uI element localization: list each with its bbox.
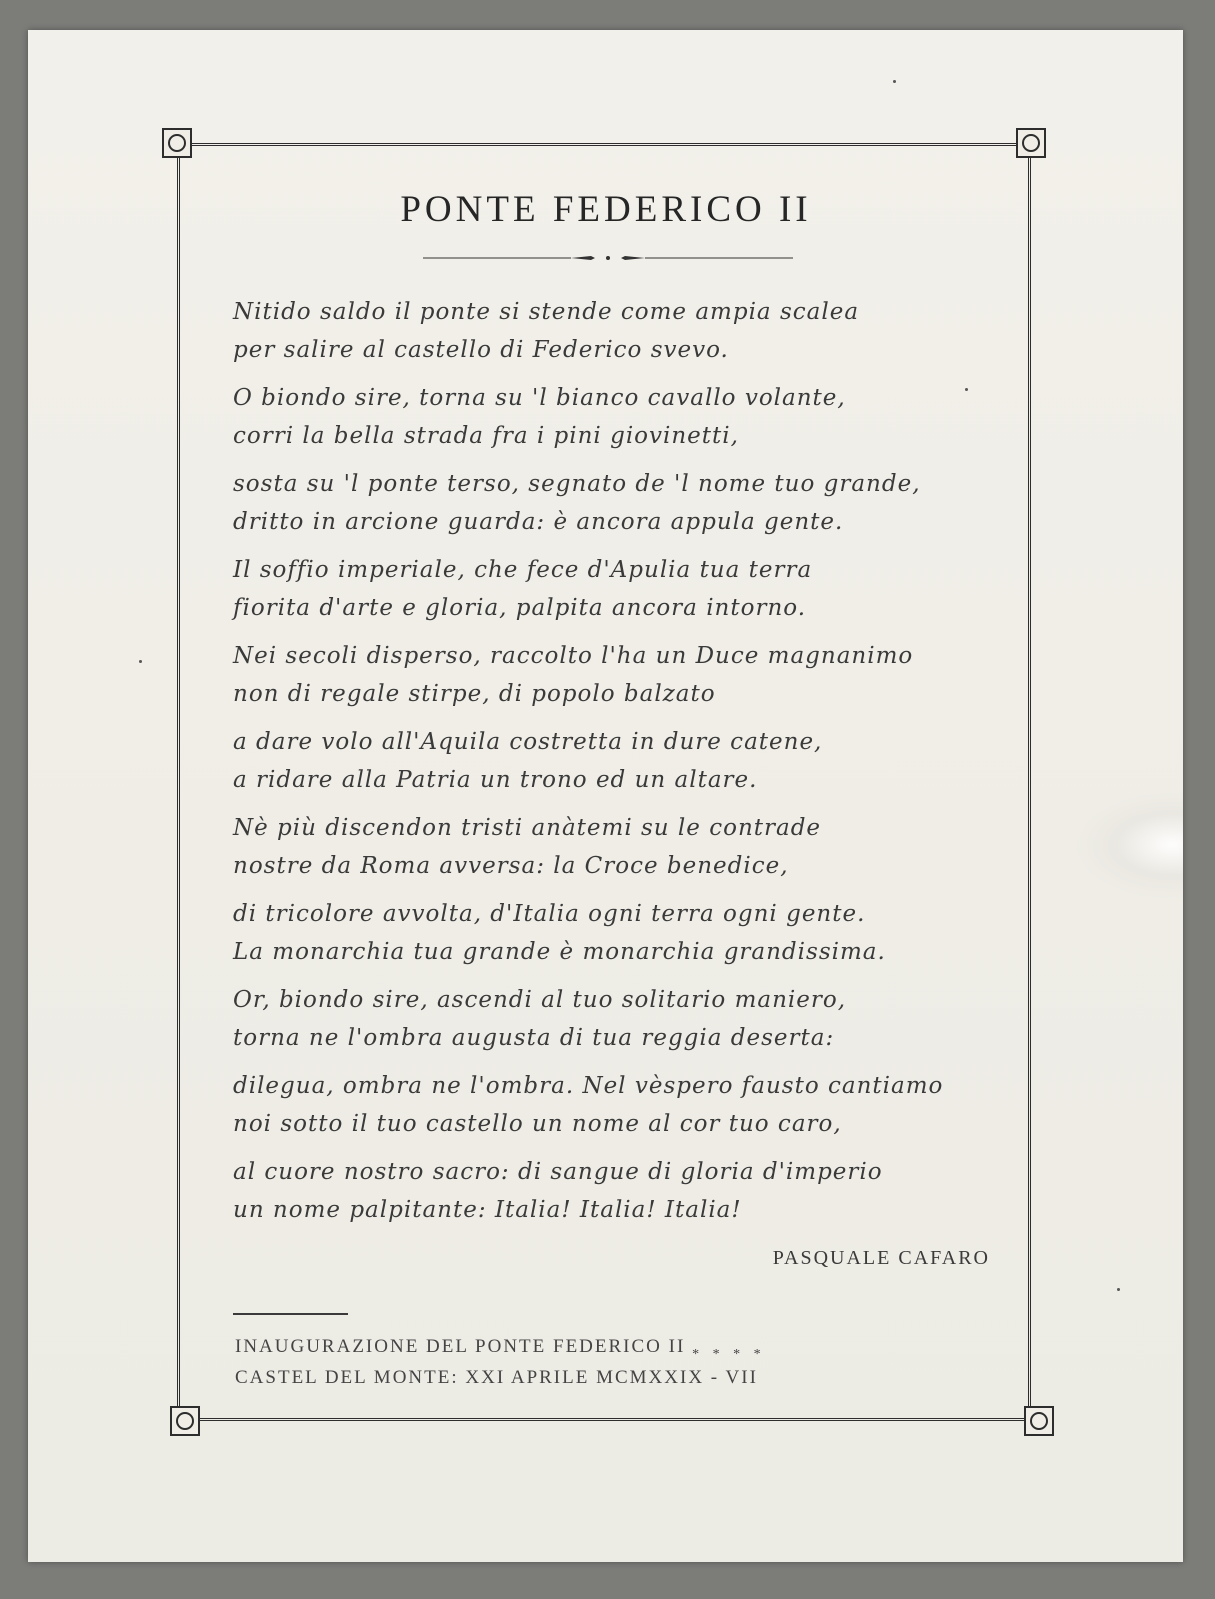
poem-stanza (233, 809, 1003, 885)
poem-line: dilegua, ombra ne l'ombra. Nel vèspero fausto cantiamo (233, 1073, 944, 1099)
poem-line: O biondo sire, torna su 'l bianco cavallo volante, (233, 385, 846, 411)
poem-line: Nitido saldo il ponte si stende come ampia scalea (233, 299, 860, 325)
paper-speck (1117, 1288, 1120, 1291)
poem-stanza (233, 551, 1003, 627)
poem-line: torna ne l'ombra augusta di tua reggia deserta: (233, 1025, 835, 1051)
corner-ornament-bottom-left (170, 1406, 200, 1436)
poem-line: dritto in arcione guarda: è ancora appula gente. (233, 509, 844, 535)
poem-line: al cuore nostro sacro: di sangue di gloria d'imperio (233, 1159, 883, 1185)
poem-stanza (233, 293, 1003, 369)
footer-inscription (235, 1331, 766, 1393)
poem-line: di tricolore avvolta, d'Italia ogni terra ogni gente. (233, 901, 866, 927)
corner-ornament-top-right (1016, 128, 1046, 158)
footer-rule (233, 1313, 348, 1315)
title-divider-ornament (423, 255, 793, 261)
paper-crease (1073, 790, 1183, 900)
footer-line-2: CASTEL DEL MONTE: XXI APRILE MCMXXIX - VII (235, 1367, 758, 1388)
poem-line: fiorita d'arte e gloria, palpita ancora intorno. (233, 595, 807, 621)
poem-line: per salire al castello di Federico svevo. (233, 337, 729, 363)
poem-title: PONTE FEDERICO II (400, 189, 812, 230)
poem-line: sosta su 'l ponte terso, segnato de 'l nome tuo grande, (233, 471, 921, 497)
poem-stanza (233, 895, 1003, 971)
poem-line: a dare volo all'Aquila costretta in dure catene, (233, 729, 823, 755)
poem-line: un nome palpitante: Italia! Italia! Italia! (233, 1197, 742, 1223)
poem-line: corri la bella strada fra i pini giovinetti, (233, 423, 739, 449)
poem-line: Or, biondo sire, ascendi al tuo solitario maniero, (233, 987, 847, 1013)
paper-speck (965, 388, 968, 391)
ring-icon (168, 134, 186, 152)
poem-stanza (233, 637, 1003, 713)
poem-stanza (233, 379, 1003, 455)
paper-speck (893, 80, 896, 83)
poem-line: nostre da Roma avversa: la Croce benedice, (233, 853, 789, 879)
corner-ornament-top-left (162, 128, 192, 158)
paper-speck (139, 660, 142, 663)
poem-line: a ridare alla Patria un trono ed un altare. (233, 767, 758, 793)
poem-line: Nei secoli disperso, raccolto l'ha un Duce magnanimo (233, 643, 914, 669)
author-signature: PASQUALE CAFARO (772, 1247, 990, 1269)
corner-ornament-bottom-right (1024, 1406, 1054, 1436)
poem-line: Nè più discendon tristi anàtemi su le contrade (233, 815, 822, 841)
ring-icon (176, 1412, 194, 1430)
footer-stars: * * * * (692, 1347, 766, 1362)
poem-line: non di regale stirpe, di popolo balzato (233, 681, 716, 707)
poem-stanza (233, 1067, 1003, 1143)
poem-stanza (233, 465, 1003, 541)
ring-icon (1030, 1412, 1048, 1430)
poem-body (233, 293, 1003, 1239)
poem-stanza (233, 723, 1003, 799)
poem-line: Il soffio imperiale, che fece d'Apulia tua terra (233, 557, 813, 583)
ring-icon (1022, 134, 1040, 152)
poem-stanza (233, 1153, 1003, 1229)
poem-stanza (233, 981, 1003, 1057)
poem-line: noi sotto il tuo castello un nome al cor tuo caro, (233, 1111, 842, 1137)
footer-line-1: INAUGURAZIONE DEL PONTE FEDERICO II (235, 1336, 686, 1357)
poem-line: La monarchia tua grande è monarchia grandissima. (233, 939, 886, 965)
